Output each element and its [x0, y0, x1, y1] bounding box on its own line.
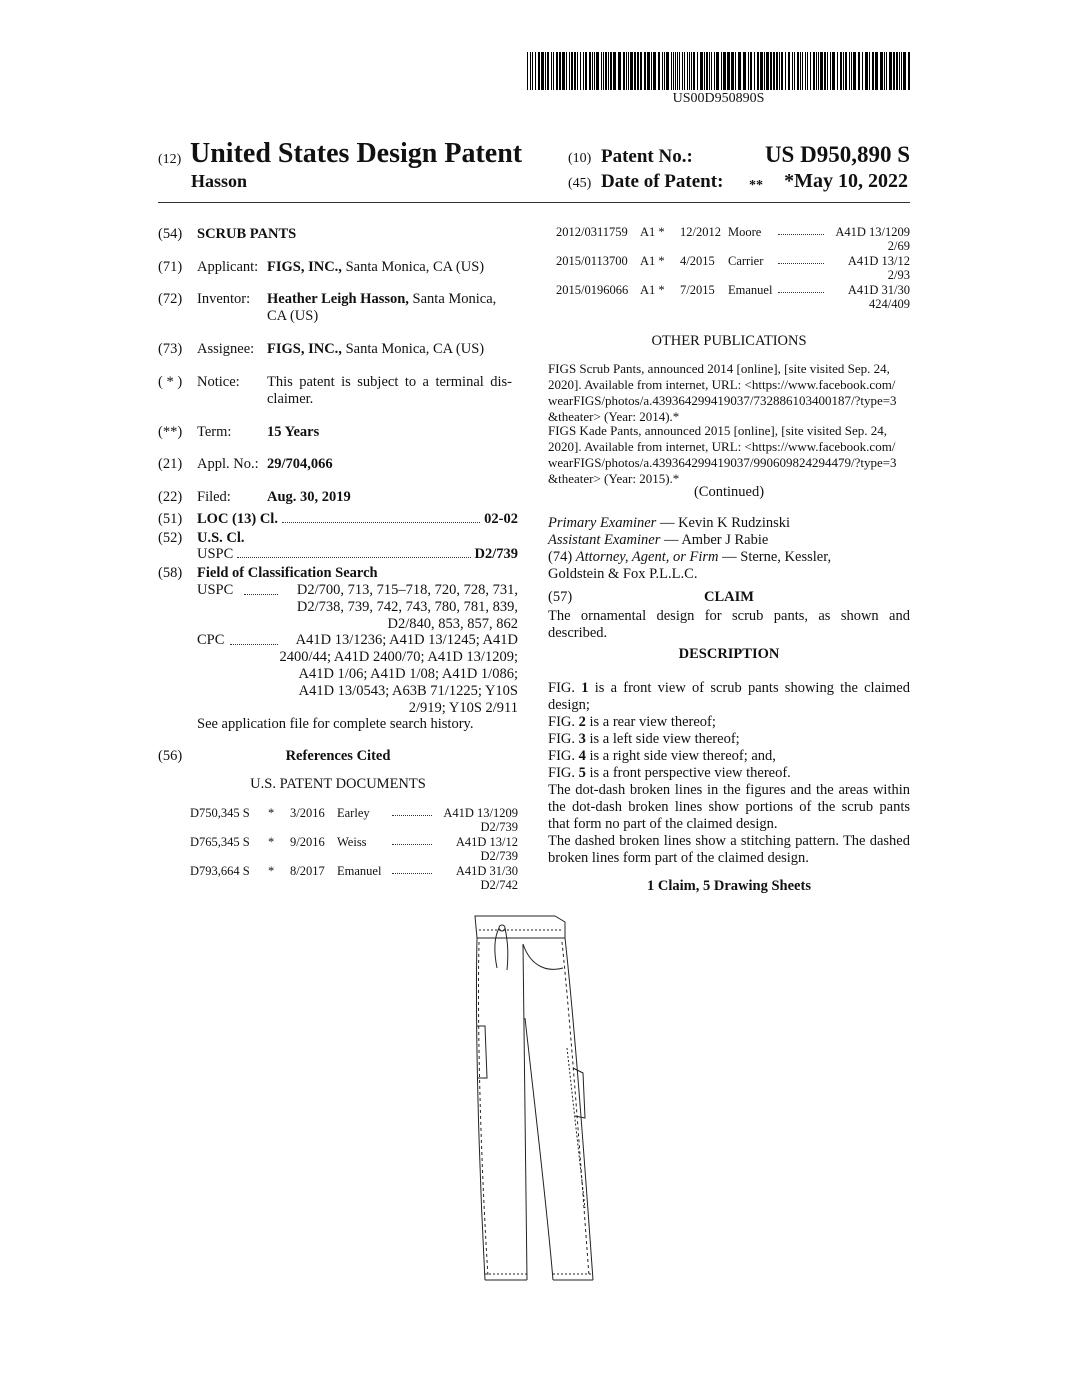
barcode-bar — [569, 52, 570, 90]
code-54: (54) — [158, 226, 183, 242]
term-value: 15 Years — [267, 424, 320, 440]
inventor-surname: Hasson — [191, 171, 248, 191]
ref-date: 8/2017 — [290, 864, 325, 878]
patent-no-label: Patent No.: — [601, 146, 693, 167]
barcode-bar — [608, 52, 609, 90]
primary-examiner — [548, 515, 790, 532]
barcode-bar — [538, 52, 540, 90]
fig-desc-1: FIG. 1 is a front view of scrub pants showing the claimed design; — [548, 680, 910, 713]
barcode-bar — [658, 52, 660, 90]
uspc-line: D2/738, 739, 742, 743, 780, 781, 839, — [296, 599, 518, 615]
inventor-value: Heather Leigh Hasson, Santa Monica, CA (US) — [267, 291, 497, 324]
barcode-bar — [571, 52, 573, 90]
pub-line: FIGS Kade Pants, announced 2015 [online], [site visited Sep. 24, — [548, 423, 888, 438]
description-para-1: The dot-dash broken lines in the figures and the areas within the dot-dash broken lines show portions of the scrub pants that form no part of the claimed design. — [548, 782, 910, 832]
ref-date: 4/2015 — [680, 254, 715, 268]
other-pubs-heading: OTHER PUBLICATIONS — [651, 333, 807, 349]
barcode-bar — [723, 52, 726, 90]
barcode-bar — [818, 52, 819, 90]
cpc-line: A41D 13/0543; A63B 71/1225; Y10S — [298, 683, 518, 699]
leader-dots — [237, 557, 470, 558]
barcode-bar — [545, 52, 546, 90]
barcode-bar — [577, 52, 578, 90]
uspc-line: D2/840, 853, 857, 862 — [387, 616, 518, 632]
invention-title: SCRUB PANTS — [197, 226, 297, 242]
barcode-bar — [691, 52, 692, 90]
code-74: (74) — [548, 549, 573, 565]
assignee-value: FIGS, INC., Santa Monica, CA (US) — [267, 341, 485, 357]
loc-class-row — [197, 511, 518, 528]
ref-star: * — [268, 864, 275, 878]
barcode-bar — [827, 52, 828, 90]
barcode-bar — [610, 52, 612, 90]
barcode-bar — [820, 52, 823, 90]
fig-desc-3: FIG. 3 is a left side view thereof; — [548, 731, 740, 747]
barcode-bar — [664, 52, 665, 90]
code-term: (**) — [158, 424, 183, 440]
barcode-bar — [644, 52, 646, 90]
barcode-bar — [535, 52, 536, 90]
claim-heading: CLAIM — [704, 589, 754, 605]
barcode-bar — [580, 52, 581, 90]
pub-line: wearFIGS/photos/a.439364299419037/990609824294479/?type=3 — [548, 455, 897, 470]
ref-class-2: D2/742 — [480, 878, 518, 892]
barcode-bar — [618, 52, 621, 90]
search-uspc-lines — [270, 582, 518, 633]
barcode-bar — [896, 52, 898, 90]
barcode-bar — [553, 52, 554, 90]
barcode-bar — [640, 52, 642, 90]
barcode-bar — [626, 52, 627, 90]
barcode-bar — [766, 52, 769, 90]
leader-dots — [282, 522, 480, 523]
barcode-bar — [711, 52, 712, 90]
barcode-bar — [671, 52, 672, 90]
fig-desc-2: FIG. 2 is a rear view thereof; — [548, 714, 716, 730]
barcode-bar — [800, 52, 801, 90]
search-history-note: See application file for complete search history. — [197, 716, 474, 732]
barcode-bar — [901, 52, 902, 90]
pub-line: FIGS Scrub Pants, announced 2014 [online], [site visited Sep. 24, — [548, 361, 890, 376]
barcode-bar — [651, 52, 652, 90]
barcode-bar — [858, 52, 860, 90]
ref-class-2: 2/93 — [887, 268, 910, 282]
barcode-bar — [816, 52, 817, 90]
fig-desc-4: FIG. 4 is a right side view thereof; and, — [548, 748, 776, 764]
barcode-bar — [653, 52, 656, 90]
notice-label: Notice: — [197, 374, 240, 390]
barcode-bar — [666, 52, 669, 90]
barcode-bar — [865, 52, 868, 90]
ref-name: Earley — [337, 806, 370, 820]
barcode-bar — [714, 52, 715, 90]
claims-count: 1 Claim, 5 Drawing Sheets — [647, 878, 811, 894]
barcode-bar — [735, 52, 736, 90]
barcode-bar — [634, 52, 636, 90]
description-heading: DESCRIPTION — [678, 646, 780, 662]
barcode-bar — [628, 52, 629, 90]
barcode-bar — [853, 52, 856, 90]
barcode-bar — [893, 52, 895, 90]
ref-class: A41D 13/12 — [847, 254, 910, 268]
barcode-bar — [731, 52, 734, 90]
barcode-bar — [697, 52, 698, 90]
ref-date: 9/2016 — [290, 835, 325, 849]
us-cl-label: U.S. Cl. — [197, 530, 245, 546]
barcode-bar — [574, 52, 576, 90]
barcode-bar — [754, 52, 755, 90]
barcode-bar — [592, 52, 593, 90]
barcode-bar — [797, 52, 799, 90]
barcode-bar — [589, 52, 591, 90]
code-72: (72) — [158, 291, 183, 307]
ref-name: Carrier — [728, 254, 764, 268]
barcode-bar — [776, 52, 778, 90]
barcode-bar — [682, 52, 683, 90]
barcode-bar — [810, 52, 811, 90]
attorney-name: — Sterne, Kessler, — [718, 549, 832, 565]
barcode-bar — [869, 52, 870, 90]
ref-class-2: D2/739 — [480, 849, 518, 863]
barcode-bar — [704, 52, 705, 90]
code-22: (22) — [158, 489, 183, 505]
code-10: (10) — [568, 151, 592, 166]
barcode-bar — [779, 52, 780, 90]
assistant-examiner — [548, 532, 768, 549]
barcode-bar — [908, 52, 910, 90]
barcode-bar — [802, 52, 803, 90]
search-cpc-lines — [262, 632, 518, 717]
patent-no: US D950,890 S — [764, 142, 910, 167]
cpc-line: A41D 13/1236; A41D 13/1245; A41D — [295, 632, 518, 648]
barcode-bar — [903, 52, 906, 90]
us-patent-docs-heading: U.S. PATENT DOCUMENTS — [250, 776, 426, 792]
applicant-value: FIGS, INC., Santa Monica, CA (US) — [267, 259, 485, 275]
ref-date: 3/2016 — [290, 806, 325, 820]
attorney-line-2: Goldstein & Fox P.L.L.C. — [548, 566, 698, 582]
ref-star: * — [268, 835, 275, 849]
ref-class: A41D 13/1209 — [443, 806, 518, 820]
barcode-bar — [849, 52, 850, 90]
barcode-bar — [837, 52, 838, 90]
barcode-bar — [566, 52, 567, 90]
barcode-bar — [662, 52, 663, 90]
description-figures — [548, 680, 910, 867]
fig-desc-5: FIG. 5 is a front perspective view thereof. — [548, 765, 791, 781]
barcode-graphic — [527, 52, 910, 90]
barcode-bar — [721, 52, 722, 90]
attorney-label: Attorney, Agent, or Firm — [575, 549, 719, 565]
barcode-bar — [527, 52, 528, 90]
ref-date: 7/2015 — [680, 283, 715, 297]
ref-class-2: D2/739 — [480, 820, 518, 834]
barcode-bar — [813, 52, 815, 90]
ref-star: * — [268, 806, 275, 820]
barcode-bar — [889, 52, 892, 90]
code-73: (73) — [158, 341, 183, 357]
barcode-bar — [773, 52, 775, 90]
uspc-value: D2/739 — [474, 546, 518, 562]
barcode-bar — [845, 52, 847, 90]
ref-number: 2012/0311759 — [556, 225, 628, 239]
code-21: (21) — [158, 456, 183, 472]
code-56: (56) — [158, 748, 183, 764]
field-search-label: Field of Classification Search — [197, 565, 378, 581]
code-58: (58) — [158, 565, 183, 581]
barcode-bar — [551, 52, 552, 90]
barcode-bar — [541, 52, 544, 90]
uspc-line: D2/700, 713, 715–718, 720, 728, 731, — [296, 582, 518, 598]
applicant-label: Applicant: — [197, 259, 259, 275]
barcode-bar — [630, 52, 633, 90]
ref-date: 12/2012 — [680, 225, 721, 239]
barcode-bar — [830, 52, 831, 90]
publication-1 — [548, 361, 910, 425]
barcode-bar — [880, 52, 883, 90]
code-12: (12) — [158, 152, 182, 167]
barcode-bar — [559, 52, 561, 90]
barcode-bar — [547, 52, 549, 90]
barcode-bar — [840, 52, 842, 90]
ref-kind: A1 * — [640, 225, 665, 239]
search-uspc-label: USPC — [197, 582, 234, 598]
barcode-bar — [727, 52, 730, 90]
barcode-bar — [788, 52, 790, 90]
filed-value: Aug. 30, 2019 — [267, 489, 351, 505]
ref-kind: A1 * — [640, 254, 665, 268]
barcode-bar — [623, 52, 625, 90]
barcode-bar — [792, 52, 793, 90]
barcode-bar — [637, 52, 639, 90]
ref-name: Emanuel — [337, 864, 382, 878]
barcode-bar — [884, 52, 885, 90]
barcode-bar — [886, 52, 887, 90]
ref-class-2: 424/409 — [869, 297, 910, 311]
barcode-bar — [684, 52, 685, 90]
barcode-bar — [679, 52, 680, 90]
pub-line: 2020]. Available from internet, URL: <https://www.facebook.com/ — [548, 377, 896, 392]
cpc-line: A41D 1/06; A41D 1/08; A41D 1/086; — [298, 666, 518, 682]
ref-class: A41D 13/1209 — [835, 225, 910, 239]
cpc-line: 2400/44; A41D 2400/70; A41D 13/1209; — [279, 649, 518, 665]
ref-number: D793,664 S — [190, 864, 250, 878]
patent-date: *May 10, 2022 — [784, 170, 908, 192]
barcode-bar — [899, 52, 900, 90]
barcode-bar — [875, 52, 878, 90]
ref-class: A41D 31/30 — [847, 283, 910, 297]
barcode-bar — [700, 52, 703, 90]
scrub-pants-drawing — [465, 908, 625, 1288]
appl-no-value: 29/704,066 — [267, 456, 333, 472]
barcode-bar — [764, 52, 765, 90]
barcode-bar — [785, 52, 786, 90]
barcode-bar — [532, 52, 533, 90]
header-rule — [158, 202, 910, 203]
ref-number: 2015/0113700 — [556, 254, 628, 268]
code-45: (45) — [568, 176, 592, 191]
ref-name: Moore — [728, 225, 762, 239]
patent-title: United States Design Patent — [190, 138, 523, 169]
ref-class: A41D 13/12 — [455, 835, 518, 849]
code-notice: ( * ) — [158, 374, 183, 390]
barcode-bar — [851, 52, 852, 90]
continued-note: (Continued) — [693, 484, 765, 500]
barcode-bar — [603, 52, 604, 90]
barcode-bar — [805, 52, 806, 90]
barcode-bar — [757, 52, 759, 90]
pub-line: 2020]. Available from internet, URL: <https://www.facebook.com/ — [548, 439, 896, 454]
ref-number: D765,345 S — [190, 835, 250, 849]
loc-class-label: LOC (13) Cl. — [197, 511, 278, 527]
inventor-label: Inventor: — [197, 291, 251, 307]
code-51: (51) — [158, 511, 183, 527]
barcode-number: US00D950890S — [672, 91, 765, 106]
loc-class-value: 02-02 — [484, 511, 518, 527]
barcode-bar — [781, 52, 783, 90]
barcode-bar — [862, 52, 863, 90]
ref-number: D750,345 S — [190, 806, 250, 820]
description-para-2: The dashed broken lines show a stitching pattern. The dashed broken lines form part of the claimed design. — [548, 833, 910, 866]
pub-line: wearFIGS/photos/a.439364299419037/732886103400187/?type=3 — [548, 393, 897, 408]
barcode-bar — [794, 52, 795, 90]
code-57: (57) — [548, 589, 573, 605]
term-label: Term: — [197, 424, 232, 440]
barcode-bar — [750, 52, 752, 90]
ref-name: Emanuel — [728, 283, 773, 297]
barcode-bar — [693, 52, 695, 90]
code-52: (52) — [158, 530, 183, 546]
ref-kind: A1 * — [640, 283, 665, 297]
barcode-bar — [748, 52, 749, 90]
barcode-bar — [743, 52, 746, 90]
barcode-bar — [613, 52, 616, 90]
barcode-bar — [760, 52, 763, 90]
barcode-bar — [562, 52, 565, 90]
publication-2 — [548, 423, 910, 487]
barcode-bar — [807, 52, 808, 90]
barcode-bar — [687, 52, 688, 90]
barcode-bar — [677, 52, 678, 90]
barcode-bar — [583, 52, 584, 90]
appl-no-label: Appl. No.: — [197, 456, 259, 472]
barcode-bar — [647, 52, 650, 90]
date-label: Date of Patent: — [601, 171, 724, 192]
barcode-bar — [843, 52, 844, 90]
barcode-bar — [601, 52, 602, 90]
primary-examiner-name: — Kevin K Rudzinski — [656, 515, 791, 531]
barcode-bar — [530, 52, 531, 90]
ref-class: A41D 31/30 — [455, 864, 518, 878]
barcode-bar — [770, 52, 772, 90]
pub-line: &theater> (Year: 2014).* — [548, 409, 680, 424]
ref-name: Weiss — [337, 835, 367, 849]
references-cited-heading: References Cited — [285, 748, 391, 764]
barcode-bar — [689, 52, 690, 90]
barcode-bar — [716, 52, 719, 90]
barcode-bar — [872, 52, 874, 90]
barcode-bar — [824, 52, 826, 90]
barcode-bar — [673, 52, 674, 90]
barcode — [527, 52, 910, 90]
uspc-row — [197, 546, 518, 563]
barcode-bar — [605, 52, 607, 90]
ref-number: 2015/0196066 — [556, 283, 629, 297]
notice-value: This patent is subject to a terminal dis-claimer. — [267, 374, 512, 407]
assistant-examiner-name: — Amber J Rabie — [660, 532, 769, 548]
assistant-examiner-label: Assistant Examiner — [548, 532, 661, 548]
barcode-bar — [596, 52, 599, 90]
attorney — [548, 549, 831, 566]
barcode-bar — [738, 52, 741, 90]
barcode-bar — [556, 52, 558, 90]
barcode-bar — [585, 52, 587, 90]
barcode-bar — [832, 52, 835, 90]
filed-label: Filed: — [197, 489, 231, 505]
date-stars: ** — [749, 178, 763, 193]
barcode-bar — [594, 52, 595, 90]
code-71: (71) — [158, 259, 183, 275]
primary-examiner-label: Primary Examiner — [548, 515, 657, 531]
barcode-bar — [706, 52, 708, 90]
barcode-bar — [709, 52, 710, 90]
cpc-line: 2/919; Y10S 2/911 — [408, 700, 518, 716]
claim-text: The ornamental design for scrub pants, as shown and described. — [548, 608, 910, 641]
pub-line: &theater> (Year: 2015).* — [548, 471, 680, 486]
barcode-bar — [675, 52, 676, 90]
assignee-label: Assignee: — [197, 341, 255, 357]
search-cpc-label: CPC — [197, 632, 225, 648]
ref-class-2: 2/69 — [887, 239, 910, 253]
uspc-label: USPC — [197, 546, 234, 562]
